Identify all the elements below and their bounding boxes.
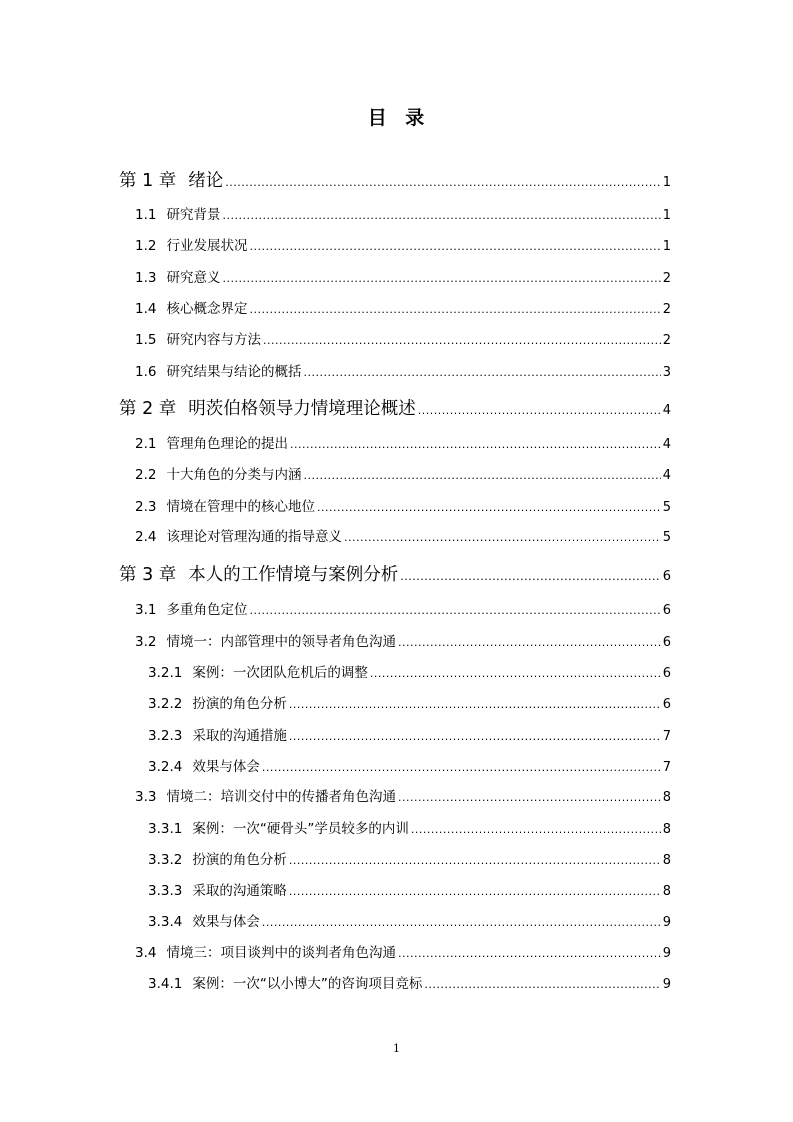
toc-entry-page: 1 bbox=[662, 208, 671, 223]
toc-entry-3-3-3[interactable] bbox=[148, 882, 671, 901]
toc-entry-number: 1.2 bbox=[135, 238, 157, 254]
toc-dot-leader bbox=[303, 364, 660, 382]
toc-entry-2-2[interactable] bbox=[135, 466, 671, 485]
toc-entry-page: 8 bbox=[662, 822, 671, 837]
toc-entry-number: 第 3 章 bbox=[119, 565, 177, 585]
toc-entry-number: 3.2 bbox=[135, 634, 157, 650]
toc-entry-page: 8 bbox=[662, 790, 671, 805]
toc-dot-leader bbox=[249, 238, 660, 256]
toc-entry-number: 2.4 bbox=[135, 529, 157, 545]
toc-dot-leader bbox=[225, 172, 660, 194]
toc-entry-text: 案例：一次“硬骨头”学员较多的内训 bbox=[192, 821, 409, 837]
toc-dot-leader bbox=[249, 301, 660, 319]
toc-entry-number: 2.2 bbox=[135, 467, 157, 483]
toc-entry-page: 9 bbox=[662, 915, 671, 930]
toc-entry-page: 1 bbox=[662, 175, 671, 190]
toc-entry-number: 3.3.3 bbox=[148, 883, 183, 899]
toc-entry-page: 7 bbox=[662, 760, 671, 775]
toc-dot-leader bbox=[289, 728, 661, 746]
toc-entry-number: 第 1 章 bbox=[119, 171, 177, 191]
toc-entry-第-3-章[interactable] bbox=[119, 564, 671, 588]
toc-entry-3-2-3[interactable] bbox=[148, 727, 671, 746]
toc-entry-number: 1.4 bbox=[135, 301, 157, 317]
toc-entry-3-4[interactable] bbox=[135, 944, 671, 963]
toc-entry-text: 情境二：培训交付中的传播者角色沟通 bbox=[166, 789, 396, 805]
toc-entry-page: 6 bbox=[662, 666, 671, 681]
toc-entry-page: 2 bbox=[662, 333, 671, 348]
toc-entry-page: 1 bbox=[662, 239, 671, 254]
toc-entry-number: 1.6 bbox=[135, 364, 157, 380]
toc-entry-number: 3.3.4 bbox=[148, 914, 183, 930]
toc-entry-number: 3.2.1 bbox=[148, 665, 183, 681]
toc-entry-page: 8 bbox=[662, 853, 671, 868]
toc-entry-number: 2.3 bbox=[135, 499, 157, 515]
toc-dot-leader bbox=[290, 436, 661, 454]
toc-entry-page: 2 bbox=[662, 271, 671, 286]
toc-entry-3-2[interactable] bbox=[135, 633, 671, 652]
toc-entry-number: 1.3 bbox=[135, 270, 157, 286]
toc-entry-text: 采取的沟通策略 bbox=[192, 883, 287, 899]
toc-entry-text: 核心概念界定 bbox=[166, 301, 248, 317]
toc-entry-number: 3.3.1 bbox=[148, 821, 183, 837]
toc-dot-leader bbox=[222, 270, 660, 288]
toc-entry-page: 6 bbox=[662, 635, 671, 650]
toc-entry-text: 该理论对管理沟通的指导意义 bbox=[166, 529, 342, 545]
toc-entry-3-2-1[interactable] bbox=[148, 664, 671, 683]
toc-dot-leader bbox=[289, 883, 661, 901]
toc-entry-text: 案例：一次团队危机后的调整 bbox=[192, 665, 368, 681]
toc-entry-第-2-章[interactable] bbox=[119, 398, 671, 422]
toc-entry-1-1[interactable] bbox=[135, 206, 671, 225]
toc-entry-number: 3.4.1 bbox=[148, 976, 183, 992]
toc-entry-number: 1.5 bbox=[135, 332, 157, 348]
toc-dot-leader bbox=[222, 207, 660, 225]
toc-entry-number: 3.1 bbox=[135, 602, 157, 618]
toc-entry-3-3-2[interactable] bbox=[148, 851, 671, 870]
toc-dot-leader bbox=[262, 914, 661, 932]
toc-entry-page: 9 bbox=[662, 977, 671, 992]
toc-entry-page: 6 bbox=[662, 569, 671, 584]
toc-entry-1-4[interactable] bbox=[135, 300, 671, 319]
toc-entry-text: 多重角色定位 bbox=[166, 602, 248, 618]
toc-entry-text: 研究背景 bbox=[166, 207, 221, 223]
toc-entry-text: 效果与体会 bbox=[192, 759, 260, 775]
toc-entry-text: 情境三：项目谈判中的谈判者角色沟通 bbox=[166, 945, 396, 961]
toc-dot-leader bbox=[411, 821, 661, 839]
toc-entry-text: 十大角色的分类与内涵 bbox=[166, 467, 302, 483]
toc-dot-leader bbox=[398, 634, 661, 652]
toc-entry-page: 5 bbox=[662, 530, 671, 545]
toc-dot-leader bbox=[289, 852, 661, 870]
toc-entry-page: 3 bbox=[662, 365, 671, 380]
page-number: 1 bbox=[393, 1042, 400, 1055]
toc-entry-number: 3.2.3 bbox=[148, 728, 183, 744]
toc-entry-page: 6 bbox=[662, 603, 671, 618]
toc-entry-number: 3.4 bbox=[135, 945, 157, 961]
toc-entry-number: 3.3 bbox=[135, 789, 157, 805]
toc-entry-text: 明茨伯格领导力情境理论概述 bbox=[188, 399, 416, 419]
toc-title: 目 录 bbox=[367, 107, 426, 129]
toc-dot-leader bbox=[344, 529, 661, 547]
toc-entry-2-3[interactable] bbox=[135, 498, 671, 517]
toc-entry-page: 4 bbox=[662, 437, 671, 452]
toc-entry-第-1-章[interactable] bbox=[119, 170, 671, 194]
toc-entry-1-5[interactable] bbox=[135, 331, 671, 350]
toc-entry-3-3-4[interactable] bbox=[148, 913, 671, 932]
toc-entry-3-3[interactable] bbox=[135, 788, 671, 807]
toc-entry-number: 3.3.2 bbox=[148, 852, 183, 868]
toc-entry-1-3[interactable] bbox=[135, 269, 671, 288]
toc-entry-page: 2 bbox=[662, 302, 671, 317]
toc-entry-page: 8 bbox=[662, 884, 671, 899]
toc-entry-text: 行业发展状况 bbox=[166, 238, 248, 254]
toc-dot-leader bbox=[262, 759, 661, 777]
toc-entry-text: 研究结果与结论的概括 bbox=[166, 364, 302, 380]
toc-dot-leader bbox=[370, 665, 661, 683]
toc-entry-page: 4 bbox=[662, 468, 671, 483]
toc-entry-text: 研究内容与方法 bbox=[166, 332, 261, 348]
toc-entry-page: 9 bbox=[662, 946, 671, 961]
toc-dot-leader bbox=[263, 332, 661, 350]
toc-dot-leader bbox=[249, 602, 660, 620]
toc-entry-text: 效果与体会 bbox=[192, 914, 260, 930]
toc-dot-leader bbox=[317, 499, 661, 517]
toc-entry-2-4[interactable] bbox=[135, 528, 671, 547]
toc-entry-text: 案例：一次“以小博大”的咨询项目竞标 bbox=[192, 976, 423, 992]
toc-entry-number: 第 2 章 bbox=[119, 399, 177, 419]
toc-entry-1-2[interactable] bbox=[135, 237, 671, 256]
toc-entry-3-1[interactable] bbox=[135, 601, 671, 620]
toc-entry-text: 本人的工作情境与案例分析 bbox=[188, 565, 399, 585]
toc-entry-number: 2.1 bbox=[135, 436, 157, 452]
toc-entry-number: 3.2.4 bbox=[148, 759, 183, 775]
toc-entry-text: 研究意义 bbox=[166, 270, 221, 286]
toc-entry-page: 6 bbox=[662, 697, 671, 712]
toc-dot-leader bbox=[398, 789, 661, 807]
toc-dot-leader bbox=[398, 945, 661, 963]
toc-entry-3-2-2[interactable] bbox=[148, 695, 671, 714]
toc-dot-leader bbox=[424, 976, 660, 994]
toc-entry-3-3-1[interactable] bbox=[148, 820, 671, 839]
toc-entry-text: 采取的沟通措施 bbox=[192, 728, 287, 744]
toc-dot-leader bbox=[303, 467, 660, 485]
toc-entry-2-1[interactable] bbox=[135, 435, 671, 454]
toc-entry-text: 情境在管理中的核心地位 bbox=[166, 499, 315, 515]
toc-dot-leader bbox=[289, 696, 661, 714]
toc-dot-leader bbox=[400, 566, 660, 588]
toc-entry-text: 扮演的角色分析 bbox=[192, 852, 287, 868]
toc-entry-number: 3.2.2 bbox=[148, 696, 183, 712]
toc-entry-3-4-1[interactable] bbox=[148, 975, 671, 994]
toc-entry-1-6[interactable] bbox=[135, 363, 671, 382]
toc-entry-3-2-4[interactable] bbox=[148, 758, 671, 777]
toc-entry-text: 扮演的角色分析 bbox=[192, 696, 287, 712]
toc-entry-text: 绪论 bbox=[188, 171, 224, 191]
toc-dot-leader bbox=[418, 400, 661, 422]
toc-entry-text: 情境一：内部管理中的领导者角色沟通 bbox=[166, 634, 396, 650]
toc-entry-page: 5 bbox=[662, 500, 671, 515]
toc-entry-number: 1.1 bbox=[135, 207, 157, 223]
toc-entry-text: 管理角色理论的提出 bbox=[166, 436, 288, 452]
toc-entry-page: 4 bbox=[662, 403, 671, 418]
toc-entry-page: 7 bbox=[662, 729, 671, 744]
